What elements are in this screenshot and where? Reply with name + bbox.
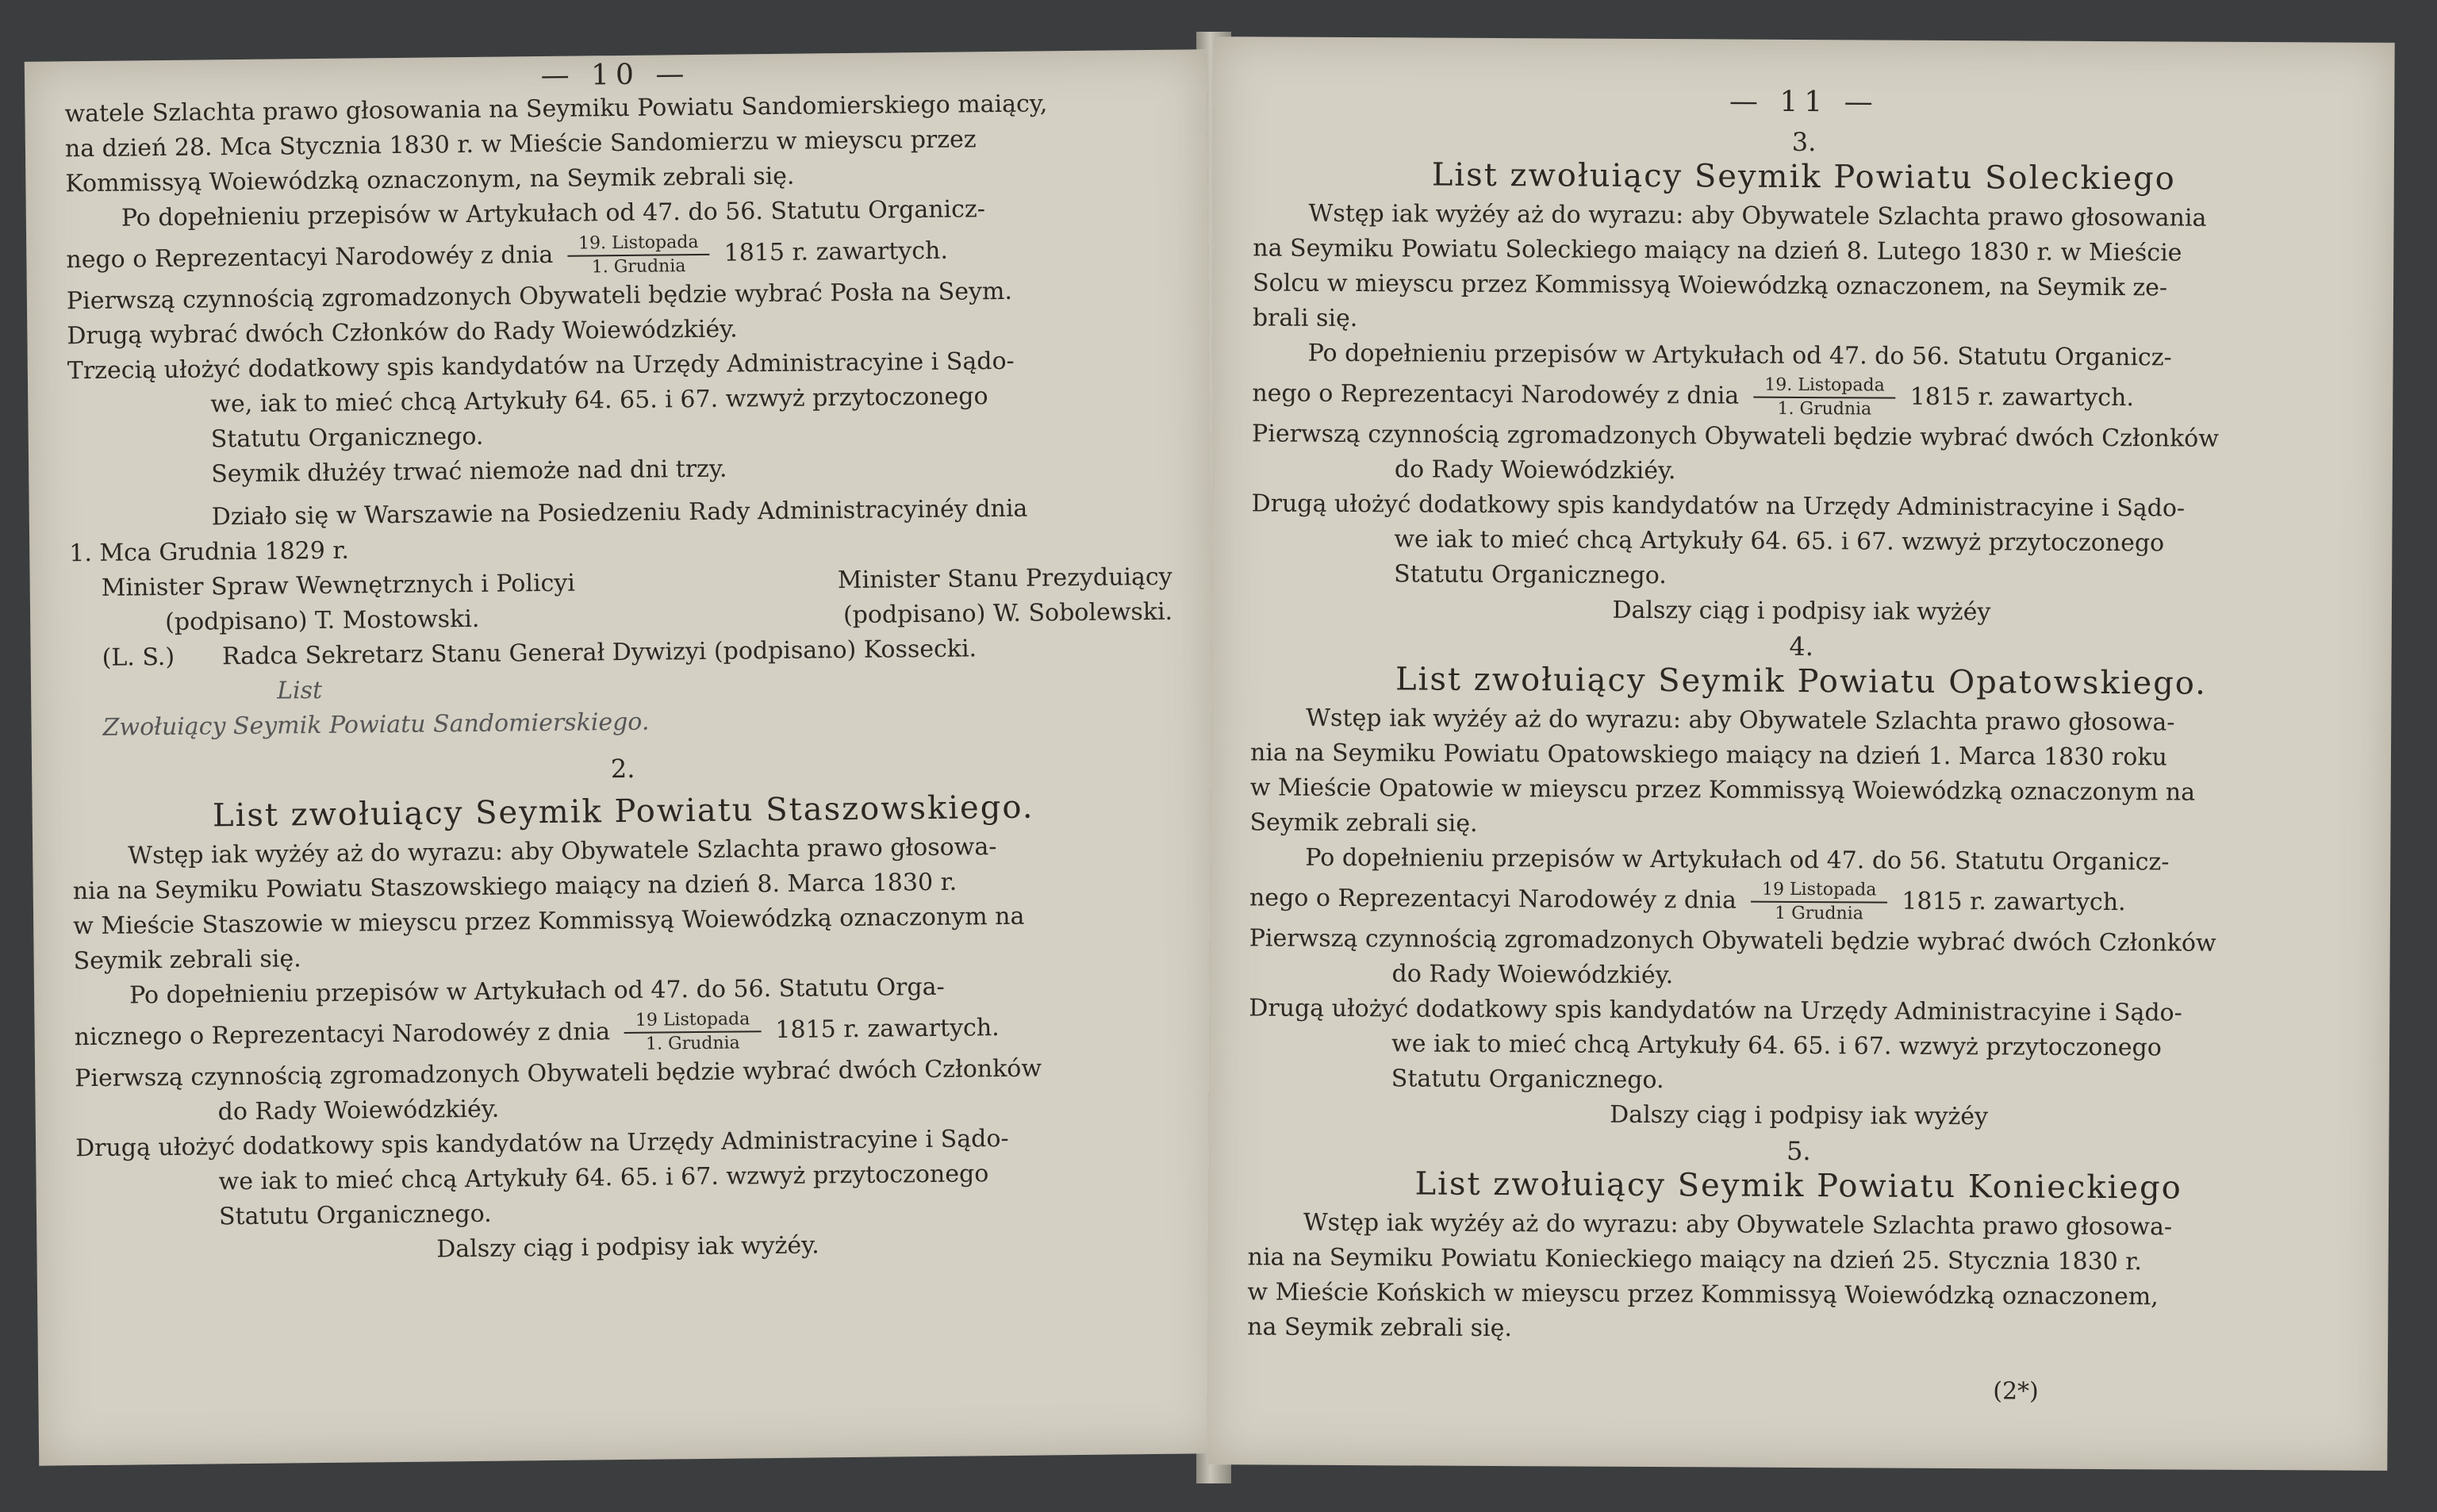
text-line: Pierwszą czynnością zgromadzonych Obywateli będzie wybrać dwóch Członków [75,1054,1042,1093]
continuation-note: Dalszy ciąg i podpisy iak wyżéy. [436,1231,819,1264]
text-line: Statutu Organicznego. [210,422,484,454]
date-fraction-line: nicznego o Reprezentacyi Narodowéy z dnia $\frac{\text{19 Listopada}}{\text{1. Grudnia}}$ 1815 r. zawartych. [74,1009,1000,1054]
text-line: Po dopełnieniu przepisów w Artykułach od 47. do 56. Statutu Organicz- [1307,339,2172,372]
text-line: Drugą ułożyć dodatkowy spis kandydatów na Urzędy Administracyine i Sądo- [1249,994,2182,1027]
text-line: Wstęp iak wyżéy aż do wyrazu: aby Obywatele Szlachta prawo głosowa- [128,833,997,870]
text-line: we iak to mieć chcą Artykuły 64. 65. i 67. wzwyż przytoczonego [1394,525,2165,558]
text-line: na Seymiku Powiatu Soleckiego maiący na dzień 8. Lutego 1830 r. w Mieście [1253,234,2182,267]
date-fraction-line: nego o Reprezentacyi Narodowéy z dnia $\frac{\text{19 Listopada}}{\text{1 Grudnia}}$ 1815 r. zawartych. [1249,879,2126,924]
text-line: na Seymik zebrali się. [1247,1313,1513,1343]
dated-line: Działo się w Warszawie na Posiedzeniu Rady Administracyinéy dnia [211,494,1028,532]
continuation-note: Dalszy ciąg i podpisy iak wyżéy [1610,1100,1989,1131]
section-number: 3. [1791,126,1817,158]
text-line: Pierwszą czynnością zgromadzonych Obywateli będzie wybrać dwóch Członków [1249,924,2216,957]
text-line: na dzień 28. Mca Stycznia 1830 r. w Mieście Sandomierzu w mieyscu przez [64,125,977,163]
text-line: Solcu w mieyscu przez Kommissyą Woiewódzką oznaczonem, na Seymik ze- [1253,269,2168,302]
section-number: 5. [1786,1135,1811,1167]
text-line: Pierwszą czynnością zgromadzonych Obywateli będzie wybrać dwóch Członków [1252,420,2220,453]
signature-mark: (2*) [1993,1377,2039,1406]
signatures-titles: Minister Spraw Wewnętrznych i Policyi Minister Stanu Prezyduiący [101,562,1172,602]
text-line: w Mieście Staszowie w mieyscu przez Kommissyą Woiewódzką oznaczonym na [73,902,1025,941]
text-line: watele Szlachta prawo głosowania na Seymiku Powiatu Sandomierskiego maiący, [64,90,1048,129]
text-line: Seymik zebrali się. [73,945,301,976]
text-line: Wstęp iak wyżéy aż do wyrazu: aby Obywatele Szlachta prawo głosowa- [1306,704,2175,737]
text-line: Kommissyą Woiewódzką oznaczonym, na Seymik zebrali się. [65,162,795,198]
handwritten-note: Zwołuiący Seymik Powiatu Sandomierskiego. [102,708,650,742]
text-line: nia na Seymiku Powiatu Staszowskiego maiący na dzień 8. Marca 1830 r. [72,868,958,906]
text-line: Seymik dłużéy trwać niemoże nad dni trzy. [211,455,727,489]
text-line: we, iak to mieć chcą Artykuły 64. 65. i 67. wzwyż przytoczonego [210,382,988,419]
date-line: 1. Mca Grudnia 1829 r. [69,536,350,568]
left-page [25,49,1221,1466]
text-line: Po dopełnieniu przepisów w Artykułach od 47. do 56. Statutu Organicz- [121,195,986,232]
text-line: we iak to mieć chcą Artykuły 64. 65. i 67. wzwyż przytoczonego [218,1160,989,1196]
section-heading: List zwołuiący Seymik Powiatu Soleckiego [1431,156,2176,198]
date-fraction-line: nego o Reprezentacyi Narodowéy z dnia $\frac{\text{19. Listopada}}{\text{1. Grudnia}}$ 1815 r. zawartych. [66,232,949,278]
section-heading: List zwołuiący Seymik Powiatu Konieckiego [1414,1165,2182,1207]
text-line: nia na Seymiku Powiatu Opatowskiego maiący na dzień 1. Marca 1830 roku [1249,739,2167,772]
text-line: Statutu Organicznego. [1394,560,1667,590]
text-line: do Rady Woiewódzkiéy. [1391,960,1674,990]
text-line: we iak to mieć chcą Artykuły 64. 65. i 67. wzwyż przytoczonego [1391,1030,2162,1062]
signatures-names: (podpisano) T. Mostowski. (podpisano) W. Sobolewski. [165,597,1173,637]
handwritten-note: List [276,676,323,705]
page-number: — 10 — [540,58,691,93]
date-fraction-line: nego o Reprezentacyi Narodowéy z dnia $\frac{\text{19. Listopada}}{\text{1. Grudnia}}$ 1815 r. zawartych. [1252,374,2135,420]
text-line: w Mieście Końskich w mieyscu przez Kommissyą Woiewódzką oznaczonem, [1247,1278,2159,1311]
text-line: do Rady Woiewódzkiéy. [217,1095,500,1126]
section-number: 2. [610,753,635,785]
text-line: do Rady Woiewódzkiéy. [1394,455,1676,485]
text-line: Po dopełnieniu przepisów w Artykułach od 47. do 56. Statutu Orga- [129,973,945,1010]
text-line: Pierwszą czynnością zgromadzonych Obywateli będzie wybrać Posła na Seym. [66,277,1013,316]
text-line: Statutu Organicznego. [1391,1065,1664,1095]
page-number: — 11 — [1729,85,1879,119]
continuation-note: Dalszy ciąg i podpisy iak wyżéy [1612,596,1991,627]
text-line: Drugą ułożyć dodatkowy spis kandydatów na Urzędy Administracyine i Sądo- [75,1124,1009,1163]
text-line: Po dopełnieniu przepisów w Artykułach od 47. do 56. Statutu Organicz- [1305,843,2170,877]
text-line: Statutu Organicznego. [218,1199,492,1231]
text-line: Seymik zebrali się. [1249,808,1478,838]
text-line: Trzecią ułożyć dodatkowy spis kandydatów na Urzędy Administracyine i Sądo- [67,347,1015,386]
text-line: Wstęp iak wyżéy aż do wyrazu: aby Obywatele Szlachta prawo głosowa- [1303,1208,2173,1241]
section-number: 4. [1789,631,1814,662]
section-heading: List zwołuiący Seymik Powiatu Staszowskiego. [212,789,1034,835]
text-line: Drugą wybrać dwóch Członków do Rady Woiewódzkiéy. [67,315,738,351]
text-line: brali się. [1252,304,1358,333]
text-line: Wstęp iak wyżéy aż do wyrazu: aby Obywatele Szlachta prawo głosowania [1308,199,2207,232]
text-line: w Mieście Opatowie w mieyscu przez Kommissyą Woiewódzką oznaczonym na [1249,773,2196,807]
seal-line: (L. S.) Radca Sekretarz Stanu Generał Dywizyi (podpisano) Kossecki. [102,635,977,672]
section-heading: List zwołuiący Seymik Powiatu Opatowskiego. [1395,661,2208,702]
text-line: Drugą ułożyć dodatkowy spis kandydatów na Urzędy Administracyine i Sądo- [1251,489,2186,523]
right-page [1207,36,2394,1471]
text-line: nia na Seymiku Powiatu Konieckiego maiący na dzień 25. Stycznia 1830 r. [1247,1243,2143,1276]
